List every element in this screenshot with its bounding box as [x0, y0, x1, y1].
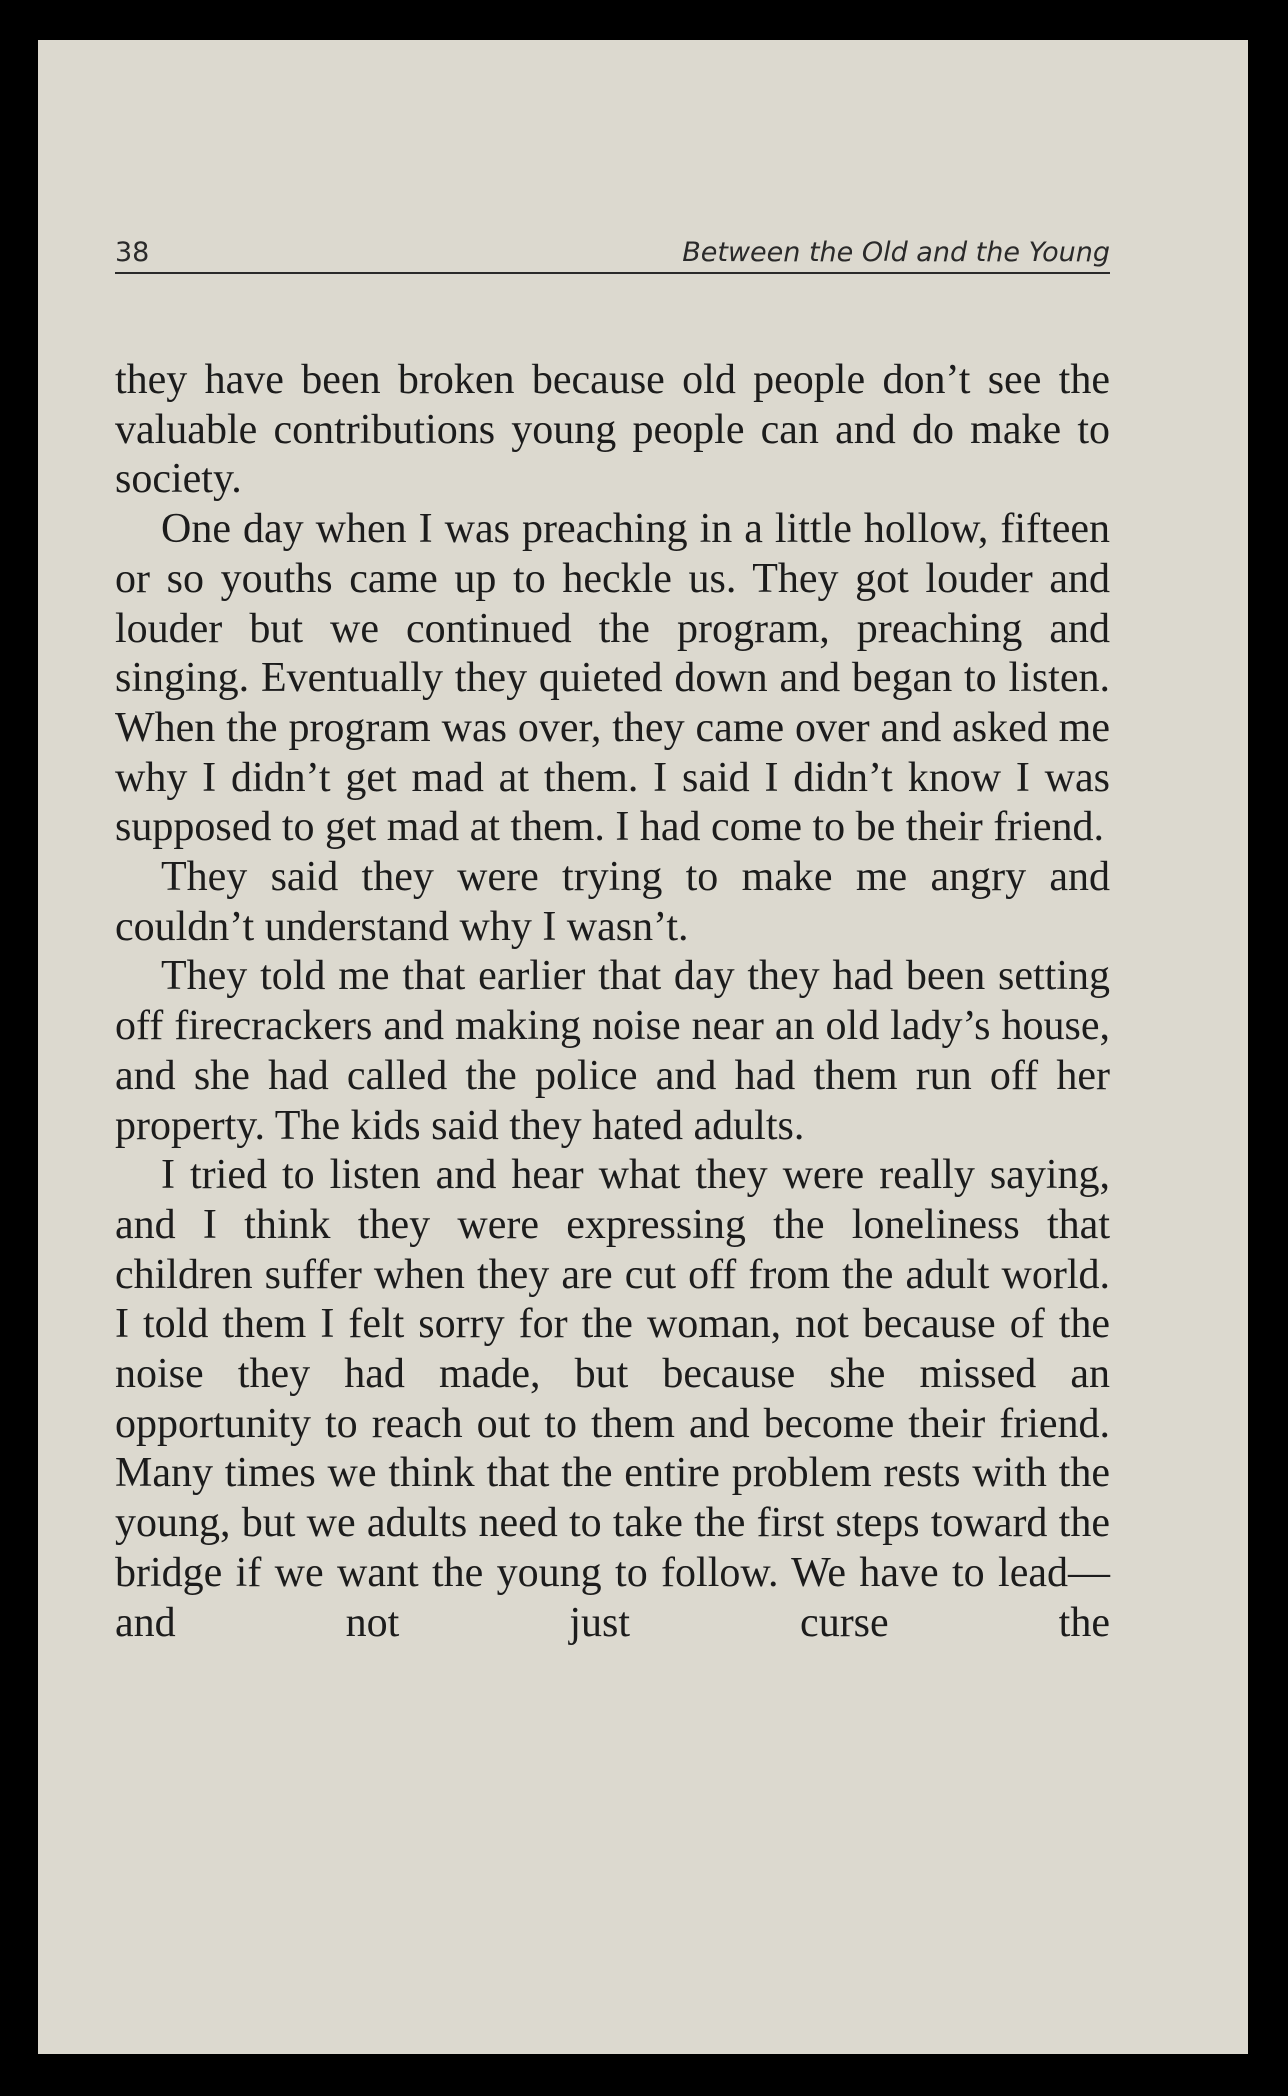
paragraph: they have been broken because old people don’t see the valuable contributions young people can and do make to society.: [115, 357, 1110, 503]
page-number: 38: [115, 237, 150, 268]
running-head: Between the Old and the Young: [682, 237, 1110, 268]
page-header: [115, 232, 1110, 274]
body-text: [115, 356, 1110, 1648]
paragraph: One day when I was preaching in a little hollow, fifteen or so youths came up to heckle us. They got louder and louder but we continued the program, preaching and singing. Eventually they quieted down and began to listen. When the program was over, they came over and asked me why I didn’t get mad at them. I said I didn’t know I was supposed to get mad at them. I had come to be their friend.: [115, 506, 1110, 851]
paragraph: I tried to listen and hear what they were really saying, and I think they were expressing the loneliness that children suffer when they are cut off from the adult world. I told them I felt sorry for the woman, not because of the noise they had made, but because she missed an opportunity to reach out to them and become their friend. Many times we think that the entire problem rests with the young, but we adults need to take the first steps toward the bridge if we want the young to follow. We have to lead—and not just curse the: [115, 1152, 1110, 1646]
paragraph: They told me that earlier that day they had been setting off firecrackers and making noise near an old lady’s house, and she had called the police and had them run off her property. The kids said they hated adults.: [115, 953, 1110, 1149]
paragraph: They said they were trying to make me angry and couldn’t understand why I wasn’t.: [115, 854, 1110, 950]
